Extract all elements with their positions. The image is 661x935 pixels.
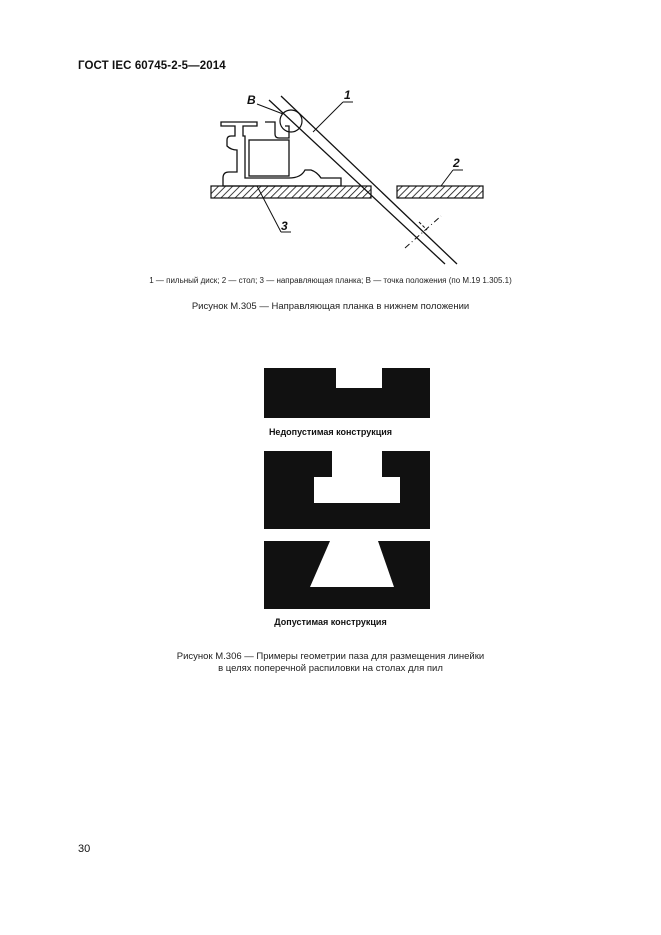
leader-2 <box>441 170 453 186</box>
document-header: ГОСТ IEC 60745-2-5—2014 <box>78 60 226 72</box>
figure-m306-caption <box>0 651 661 675</box>
slot-shape-acceptable-dovetail <box>264 541 430 609</box>
table-right <box>397 186 483 198</box>
label-1: 1 <box>344 88 351 102</box>
saw-blade-edge-2 <box>269 100 445 264</box>
saw-blade-edge-1 <box>281 96 457 264</box>
slot-shape-acceptable-t <box>264 451 430 529</box>
leader-1 <box>313 102 343 132</box>
figure-m305-legend: 1 — пильный диск; 2 — стол; 3 — направляющая планка; B — точка положения (по М.19 1.305.1) <box>149 276 512 285</box>
slot-shape-unacceptable <box>264 368 430 418</box>
table-left <box>211 186 371 198</box>
page-number: 30 <box>78 843 91 855</box>
label-3: 3 <box>281 219 288 233</box>
figure-m305-drawing <box>205 86 495 266</box>
label-acceptable: Допустимая конструкция <box>274 617 387 627</box>
figure-m306-caption-line2: в целях поперечной распиловки на столах для пил <box>218 663 443 674</box>
label-2: 2 <box>453 156 460 170</box>
label-unacceptable: Недопустимая конструкция <box>268 427 393 437</box>
label-b: B <box>247 93 256 107</box>
figure-m305-caption: Рисунок М.305 — Направляющая планка в нижнем положении <box>191 301 470 312</box>
figure-m306-caption-line1: Рисунок М.306 — Примеры геометрии паза для размещения линейки <box>176 651 485 662</box>
guide-profile <box>221 122 341 186</box>
